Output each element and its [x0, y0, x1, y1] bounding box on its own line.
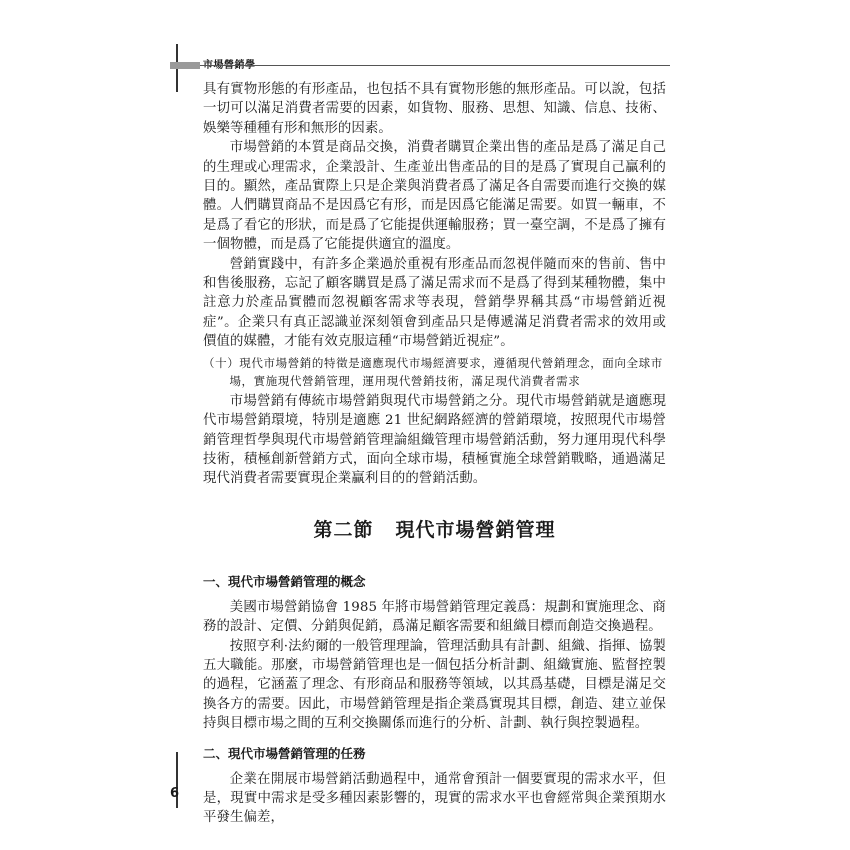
paragraph: 市場營銷的本質是商品交換，消費者購買企業出售的產品是爲了滿足自己的生理或心理需求，企業設計、生產並出售產品的目的是爲了實現自己贏利的目的。顯然，產品實際上只是企業與消費者爲了滿足各自需要而進行交換的媒體。人們購買商品不是因爲它有形，而是因爲它能滿足需要。如買一輛車，不是爲了看它的形狀，而是爲了它能提供運輸服務；買一臺空調，不是爲了擁有一個物體，而是爲了它能提供適宜的溫度。 — [203, 140, 666, 253]
subsection-heading-1: 一、現代市場營銷管理的概念 — [203, 573, 366, 589]
header-horizontal-rule — [200, 65, 670, 66]
paragraph: 市場營銷有傳統市場營銷與現代市場營銷之分。現代市場營銷就是適應現代市場營銷環境，特別是適應 21 世紀網路經濟的營銷環境，按照現代市場營銷管理哲學與現代市場營銷管理論組織管理市場營銷活動，努力運用現代科學技術，積極創新營銷方式，面向全球市場，積極實施全球營銷戰略，通過滿足現代消費者需要實現企業贏利目的的營銷活動。 — [203, 393, 666, 487]
numbered-point-heading: （十）現代市場營銷的特徵是適應現代市場經濟要求，遵循現代營銷理念，面向全球市場，實施現代營銷管理，運用現代營銷技術，滿足現代消費者需求 — [203, 355, 663, 388]
section-name: 現代市場營銷管理 — [395, 518, 556, 541]
paragraph: 企業在開展市場營銷活動過程中，通常會預計一個要實現的需求水平，但是，現實中需求是受多種因素影響的，現實的需求水平也會經常與企業預期水平發生偏差， — [203, 771, 666, 826]
subsection-heading-2: 二、現代市場營銷管理的任務 — [203, 745, 366, 761]
section-title — [203, 515, 666, 542]
paragraph: 按照亨利·法約爾的一般管理理論，管理活動具有計劃、組織、指揮、協製五大職能。那麼，市場營銷管理也是一個包括分析計劃、組織實施、監督控製的過程，它涵蓋了理念、有形商品和服務等領域，以其爲基礎，目標是滿足交換各方的需要。因此，市場營銷管理是指企業爲實現其目標，創造、建立並保持與目標市場之間的互利交換關係而進行的分析、計劃、執行與控製過程。 — [203, 638, 666, 732]
paragraph: 美國市場營銷協會 1985 年將市場營銷管理定義爲：規劃和實施理念、商務的設計、定價、分銷與促銷，爲滿足顧客需要和組織目標而創造交換過程。 — [203, 599, 666, 635]
page-number: 6 — [170, 786, 180, 801]
header-gray-bar — [170, 62, 200, 69]
running-title — [203, 56, 256, 71]
paragraph: 營銷實踐中，有許多企業過於重視有形產品而忽視伴隨而來的售前、售中和售後服務，忘記了顧客購買是爲了滿足需求而不是爲了得到某種物體，集中註意力於產品實體而忽視顧客需求等表現，營銷學界稱其爲“市場營銷近視症”。企業只有真正認識並深刻領會到產品只是傳遞滿足消費者需求的效用或價值的媒體，才能有效克服這種“市場營銷近視症”。 — [203, 256, 666, 350]
paragraph-continued: 具有實物形態的有形產品，也包括不具有實物形態的無形產品。可以說，包括一切可以滿足消費者需要的因素，如貨物、服務、思想、知識、信息、技術、娛樂等種種有形和無形的因素。 — [203, 82, 666, 136]
section-number: 第二節 — [313, 518, 374, 541]
page-body — [203, 80, 666, 828]
